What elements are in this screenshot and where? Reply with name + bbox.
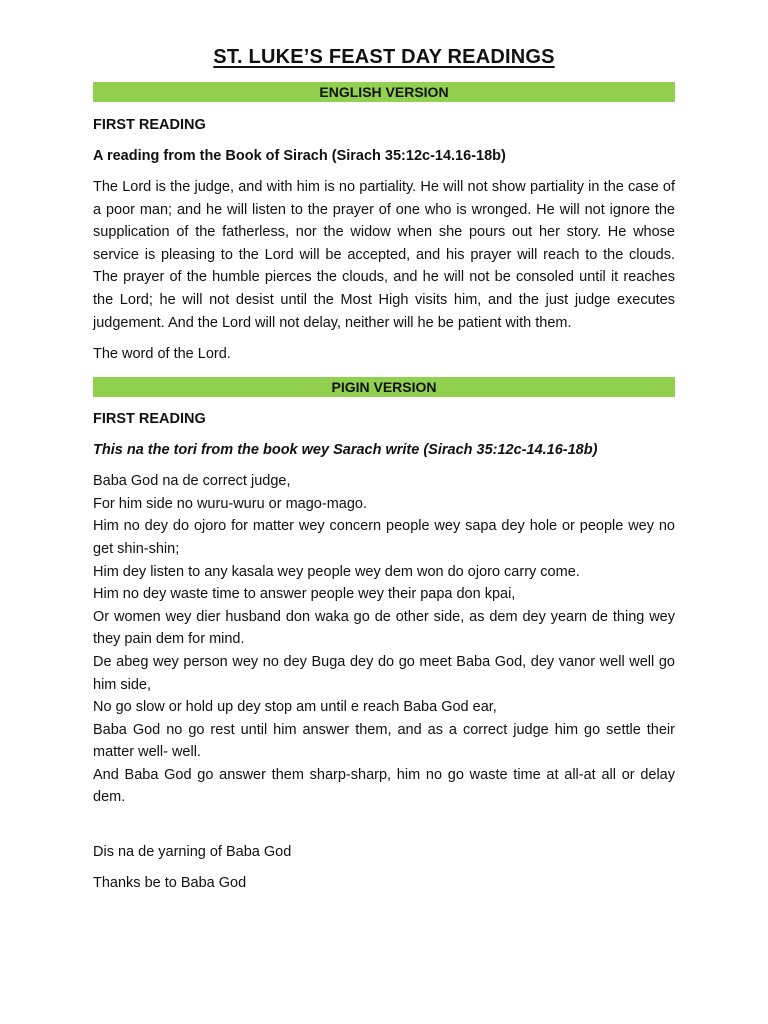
pidgin-response: Thanks be to Baba God [93, 875, 247, 892]
pidgin-reading-text [93, 470, 675, 809]
pidgin-line: Or women wey dier husband don waka go de other side, as dem dey yearn de thing wey they pain dem for mind. [93, 608, 675, 648]
pidgin-line: For him side no wuru-wuru or mago-mago. [93, 495, 367, 512]
pidgin-line: De abeg wey person wey no dey Buga dey do go meet Baba God, dey vanor well well go him side, [93, 653, 675, 693]
english-reading-text: The Lord is the judge, and with him is no partiality. He will not show partiality in the case of a poor man; and he will listen to the prayer of one who is wronged. He will not ignore the supplication of the fatherless, nor the widow when she pours out her story. He whose service is pleasing to the Lord will be accepted, and his prayer will reach to the clouds. The prayer of the humble pierces the clouds, and he will not be consoled until it reaches the Lord; he will not desist until the Most High visits him, and the just judge executes judgement. And the Lord will not delay, neither will he be patient with them. [93, 179, 675, 331]
english-version-band: ENGLISH VERSION [93, 82, 675, 102]
english-closing: The word of the Lord. [93, 346, 231, 363]
pidgin-first-reading-heading: FIRST READING [93, 411, 206, 428]
pidgin-line: And Baba God go answer them sharp-sharp, him no go waste time at all-at all or delay dem. [93, 766, 675, 806]
pidgin-line: Him no dey waste time to answer people wey their papa don kpai, [93, 586, 516, 603]
english-reading-source: A reading from the Book of Sirach (Sirach 35:12c-14.16-18b) [93, 148, 506, 164]
pidgin-closing: Dis na de yarning of Baba God [93, 844, 292, 861]
pidgin-line: Baba God na de correct judge, [93, 473, 291, 490]
document-page [93, 0, 675, 894]
pidgin-line: Baba God no go rest until him answer them, and as a correct judge him go settle their matter well- well. [93, 721, 675, 761]
pidgin-reading-source: This na the tori from the book wey Sarach write (Sirach 35:12c-14.16-18b) [93, 442, 598, 459]
pidgin-version-band: PIGIN VERSION [93, 377, 675, 397]
pidgin-line: No go slow or hold up dey stop am until e reach Baba God ear, [93, 699, 497, 716]
pidgin-line: Him dey listen to any kasala wey people wey dem won do ojoro carry come. [93, 563, 580, 580]
pidgin-line: Him no dey do ojoro for matter wey concern people wey sapa dey hole or people wey no get shin-shin; [93, 518, 675, 557]
english-first-reading-heading: FIRST READING [93, 117, 206, 133]
page-title: ST. LUKE’S FEAST DAY READINGS [213, 46, 555, 68]
